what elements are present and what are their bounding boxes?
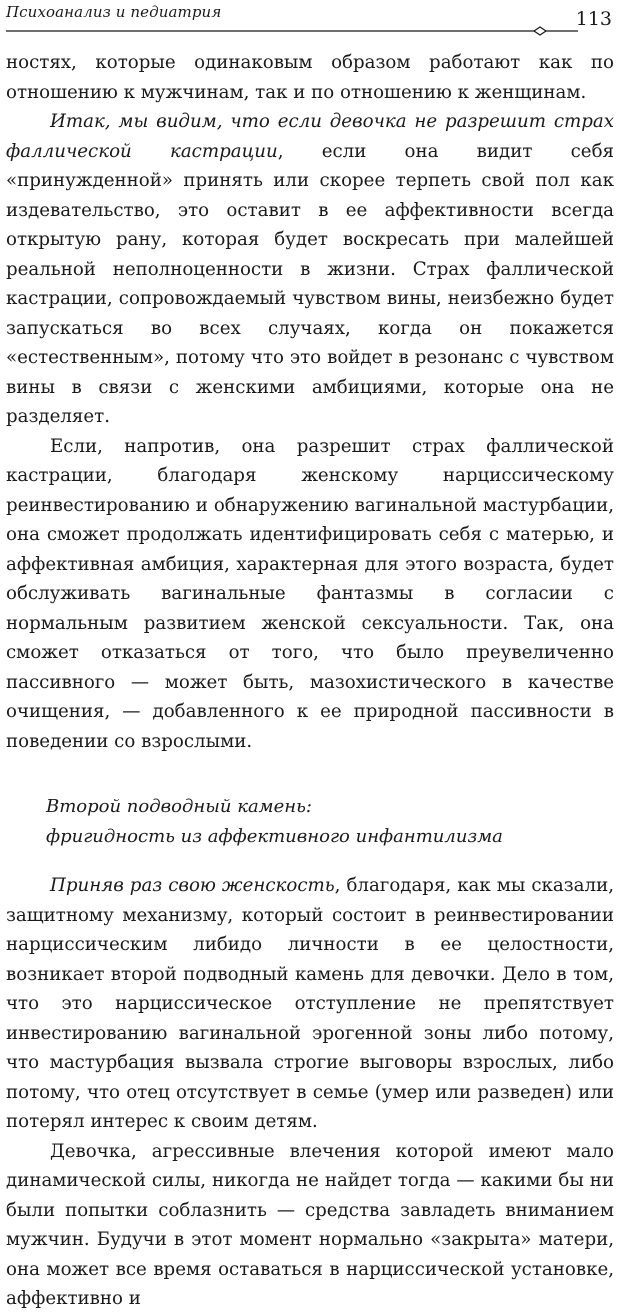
emphasized-phrase: Итак, мы видим, что если девочка не разрешит страх фаллической кастрации (6, 111, 614, 162)
running-title: Психоанализ и педиатрия (6, 3, 222, 21)
paragraph (6, 871, 614, 1137)
paragraph-text: , если она видит себя «принужденной» принять или скорее терпеть свой пол как издевательство, это оставит в ее аффективности всегда открытую рану, которая будет воскресать при малейшей реальной неполноценности в жизни. Страх фаллической кастрации, сопровождаемый чувством вины, неизбежно будет запускаться во всех случаях, когда он покажется «естественным», потому что это войдет в резонанс с чувством вины в связи с женскими амбициями, которые она не разделяет. (6, 140, 614, 427)
page-number: 113 (575, 8, 612, 30)
header-rule-ornament (6, 23, 584, 39)
paragraph: Девочка, агрессивные влечения которой имеют мало динамической силы, никогда не найдет тогда — какими бы ни были попытки соблазнить — средства завладеть вниманием мужчин. Будучи в этот момент нормально «закрыта» матери, она может все время оставаться в нарциссической установке, аффективно и (6, 1140, 614, 1309)
paragraph (6, 107, 614, 432)
paragraph-continuation: ностях, которые одинаковым образом работают как по отношению к мужчинам, так и по отношению к женщинам. (6, 52, 614, 103)
paragraph: Если, напротив, она разрешит страх фаллической кастрации, благодаря женскому нарциссическому реинвестированию и обнаружению вагинальной мастурбации, она сможет продолжать идентифицировать себя с матерью, и аффективная амбиция, характерная для этого возраста, будет обслуживать вагинальные фантазмы в согласии с нормальным развитием женской сексуальности. Так, она сможет отказаться от того, что было преувеличенно пассивного — может быть, мазохистического в качестве очищения, — добавленного к ее природной пассивности в поведении со взрослыми. (6, 435, 614, 752)
section-spacer (6, 756, 614, 792)
running-header (6, 0, 614, 34)
section-heading-line: фригидность из аффективного инфантилизма (46, 825, 503, 847)
section-spacer (6, 851, 614, 871)
section-heading-line: Второй подводный камень: (46, 796, 312, 817)
body-text (6, 48, 614, 1314)
emphasized-phrase: Приняв раз свою женскость (50, 875, 335, 896)
book-page (6, 0, 614, 1309)
paragraph-text: , благодаря, как мы сказали, защитному механизму, который состоит в реинвестировании нарциссическим либидо личности в ее целостности, возникает второй подводный камень для девочки. Дело в том, что это нарциссическое отступление не препятствует инвестированию вагинальной эрогенной зоны либо потому, что мастурбация вызвала строгие выговоры взрослых, либо потому, что отец отсутствует в семье (умер или разведен) или потерял интерес к своим детям. (6, 875, 614, 1132)
